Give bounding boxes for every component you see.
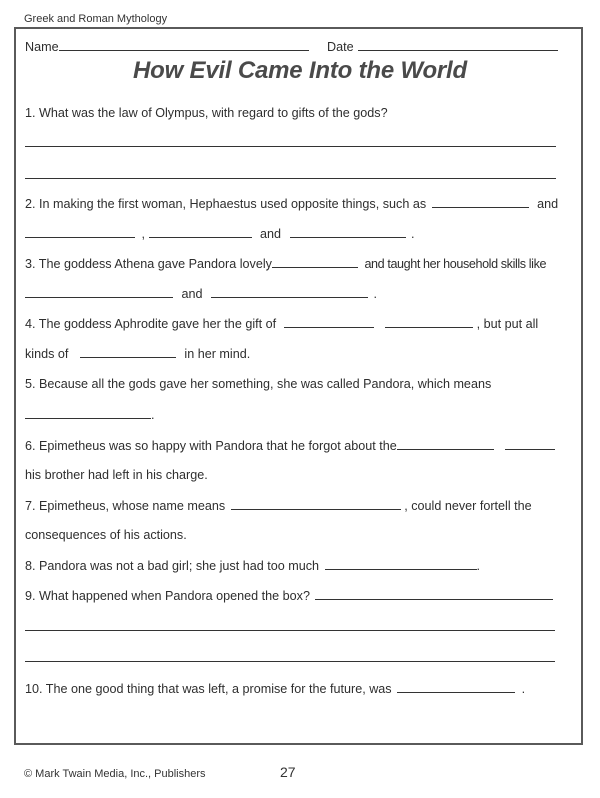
q3-blank-1[interactable] — [272, 255, 358, 268]
publisher-credit: © Mark Twain Media, Inc., Publishers — [24, 768, 206, 780]
question-6-text: 6. Epimetheus was so happy with Pandora that he forgot about the — [25, 439, 397, 453]
q5-blank[interactable] — [25, 406, 151, 419]
question-5: 5. Because all the gods gave her something, she was called Pandora, which means — [25, 377, 492, 391]
q4-blank-1[interactable] — [284, 315, 374, 328]
q9-blank[interactable] — [315, 587, 553, 600]
period-text: . — [476, 559, 481, 573]
question-10 — [25, 680, 525, 697]
q7-blank[interactable] — [231, 497, 401, 510]
question-3-tail: and taught her household skills like — [364, 257, 547, 271]
question-9 — [25, 587, 553, 604]
question-3-text: 3. The goddess Athena gave Pandora lovely — [25, 257, 272, 271]
q8-blank[interactable] — [325, 557, 477, 570]
date-label: Date — [327, 40, 354, 54]
name-date-row — [25, 38, 309, 55]
q6-blank-1[interactable] — [397, 437, 494, 450]
page-number: 27 — [280, 764, 296, 780]
question-7-tail: , could never fortell the — [404, 499, 532, 513]
q3-blank-2[interactable] — [25, 285, 173, 298]
q2-blank-3[interactable] — [149, 225, 252, 238]
and-text: and — [181, 287, 203, 301]
period-text: . — [151, 408, 155, 422]
question-4-text: 4. The goddess Aphrodite gave her the gift of — [25, 317, 277, 331]
period-text: . — [521, 682, 526, 696]
and-text: and — [537, 197, 559, 211]
question-2 — [25, 195, 558, 212]
question-3-line-2 — [25, 285, 377, 302]
question-4-line-2-tail: in her mind. — [184, 347, 251, 361]
answer-line-q1-b[interactable] — [25, 178, 556, 179]
period-text: . — [411, 227, 415, 241]
date-field[interactable] — [358, 38, 558, 51]
question-6-line-2: his brother had left in his charge. — [25, 468, 208, 482]
q2-blank-2[interactable] — [25, 225, 135, 238]
question-2-text: 2. In making the first woman, Hephaestus used opposite things, such as — [25, 197, 427, 211]
q2-blank-4[interactable] — [290, 225, 406, 238]
question-6 — [25, 437, 555, 454]
q4-blank-3[interactable] — [80, 345, 176, 358]
date-row — [327, 38, 558, 55]
comma-text: , — [141, 227, 145, 241]
question-5-line-2 — [25, 406, 155, 423]
question-7 — [25, 497, 532, 514]
question-8 — [25, 557, 480, 574]
question-4-tail: , but put all — [476, 317, 539, 331]
answer-line-q9-a[interactable] — [25, 630, 555, 631]
question-3 — [25, 255, 546, 272]
page-title: How Evil Came Into the World — [133, 57, 467, 84]
q4-blank-2[interactable] — [385, 315, 473, 328]
question-4 — [25, 315, 538, 332]
question-4-line-2 — [25, 345, 250, 362]
question-7-line-2: consequences of his actions. — [25, 528, 187, 542]
question-8-text: 8. Pandora was not a bad girl; she just had too much — [25, 559, 320, 573]
question-9-text: 9. What happened when Pandora opened the box? — [25, 589, 310, 603]
q2-blank-1[interactable] — [432, 195, 529, 208]
question-7-text: 7. Epimetheus, whose name means — [25, 499, 226, 513]
and-text: and — [260, 227, 282, 241]
question-2-line-2 — [25, 225, 415, 242]
answer-line-q9-b[interactable] — [25, 661, 555, 662]
q6-blank-2[interactable] — [505, 437, 555, 450]
name-label: Name — [25, 40, 59, 54]
running-head: Greek and Roman Mythology — [24, 13, 168, 25]
period-text: . — [373, 287, 378, 301]
answer-line-q1-a[interactable] — [25, 146, 556, 147]
question-1: 1. What was the law of Olympus, with regard to gifts of the gods? — [25, 106, 388, 120]
question-10-text: 10. The one good thing that was left, a promise for the future, was — [25, 682, 392, 696]
name-field[interactable] — [59, 38, 309, 51]
q10-blank[interactable] — [397, 680, 515, 693]
question-4-line-2-start: kinds of — [25, 347, 69, 361]
q3-blank-3[interactable] — [211, 285, 368, 298]
